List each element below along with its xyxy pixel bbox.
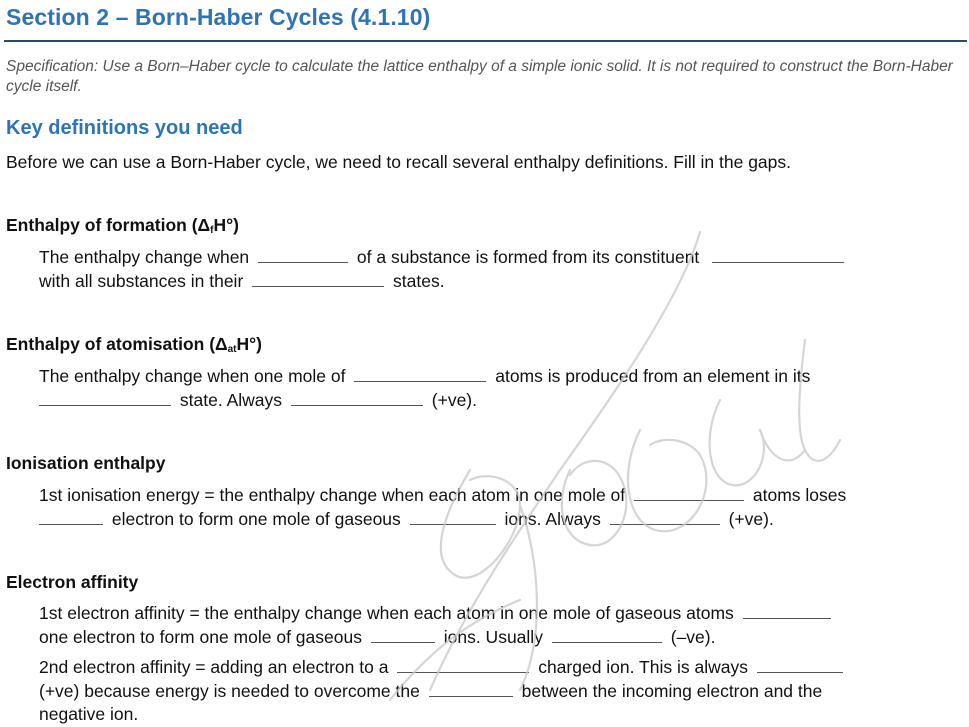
ionisation-blank-4[interactable] — [610, 509, 720, 525]
ionisation-blank-1[interactable] — [634, 485, 744, 501]
atomisation-heading — [6, 334, 262, 355]
ionisation-heading: Ionisation enthalpy — [6, 453, 166, 473]
specification-text: Specification: Use a Born–Haber cycle to calculate the lattice enthalpy of a simple ionic solid. It is not required to construct the Born-Haber cycle itself. — [6, 58, 953, 95]
section-title: Section 2 – Born-Haber Cycles (4.1.10) — [6, 4, 431, 30]
atomisation-heading-suffix: H°) — [236, 334, 262, 354]
atomisation-text-4: (+ve). — [431, 389, 477, 410]
formation-blank-1[interactable] — [258, 247, 348, 263]
ionisation-text-2: atoms loses — [752, 485, 847, 505]
formation-text-1: The enthalpy change when — [39, 247, 250, 267]
second-ea-blank-1[interactable] — [397, 657, 529, 673]
formation-text-2: of a substance is formed from its constituent — [356, 247, 700, 267]
ionisation-text-3: electron to form one mole of gaseous — [111, 508, 401, 529]
formation-blank-3[interactable] — [252, 271, 384, 287]
formation-definition — [39, 246, 964, 293]
key-definitions-heading: Key definitions you need — [6, 117, 243, 139]
formation-text-4: states. — [393, 270, 445, 291]
atomisation-text-2: atoms is produced from an element in its — [495, 366, 811, 386]
second-ea-text-5: negative ion. — [39, 704, 139, 724]
title-divider — [4, 40, 967, 42]
first-ea-text-2: one electron to form one mole of gaseous — [39, 626, 362, 647]
first-electron-affinity-definition — [39, 602, 964, 649]
electron-affinity-heading: Electron affinity — [6, 572, 139, 592]
first-ea-text-4: (–ve). — [670, 626, 716, 647]
ionisation-blank-2[interactable] — [39, 509, 103, 525]
formation-heading-sub: f — [210, 225, 214, 236]
atomisation-blank-3[interactable] — [291, 390, 423, 406]
formation-heading — [6, 215, 239, 236]
atomisation-text-1: The enthalpy change when one mole of — [39, 366, 346, 386]
ionisation-text-4: ions. Always — [504, 508, 601, 529]
second-ea-text-3: (+ve) because energy is needed to overcome the — [39, 680, 420, 701]
formation-heading-prefix: Enthalpy of formation (Δ — [6, 215, 211, 235]
second-ea-blank-3[interactable] — [429, 681, 513, 697]
second-ea-text-2: charged ion. This is always — [538, 657, 748, 677]
intro-text: Before we can use a Born-Haber cycle, we need to recall several enthalpy definitions. Fill in the gaps. — [6, 152, 792, 172]
second-ea-text-1: 2nd electron affinity = adding an electron to a — [39, 657, 389, 677]
first-ea-text-1: 1st electron affinity = the enthalpy change when each atom in one mole of gaseous atoms — [39, 603, 734, 623]
atomisation-blank-1[interactable] — [354, 366, 486, 382]
atomisation-blank-2[interactable] — [39, 390, 171, 406]
first-ea-text-3: ions. Usually — [443, 626, 543, 647]
formation-text-3: with all substances in their — [39, 270, 244, 291]
first-ea-blank-1[interactable] — [743, 603, 831, 619]
second-electron-affinity-definition — [39, 656, 964, 727]
ionisation-text-1: 1st ionisation energy = the enthalpy change when each atom in one mole of — [39, 485, 626, 505]
ionisation-definition — [39, 484, 964, 531]
formation-blank-2[interactable] — [712, 247, 844, 263]
ionisation-blank-3[interactable] — [410, 509, 496, 525]
ionisation-text-5: (+ve). — [728, 508, 774, 529]
atomisation-definition — [39, 365, 964, 412]
first-ea-blank-2[interactable] — [371, 627, 435, 643]
first-ea-blank-3[interactable] — [552, 627, 662, 643]
second-ea-blank-2[interactable] — [757, 657, 843, 673]
atomisation-heading-sub: at — [227, 344, 237, 355]
formation-heading-suffix: H°) — [213, 215, 239, 235]
atomisation-text-3: state. Always — [179, 389, 283, 410]
second-ea-text-4: between the incoming electron and the — [521, 680, 823, 701]
atomisation-heading-prefix: Enthalpy of atomisation (Δ — [6, 334, 228, 354]
